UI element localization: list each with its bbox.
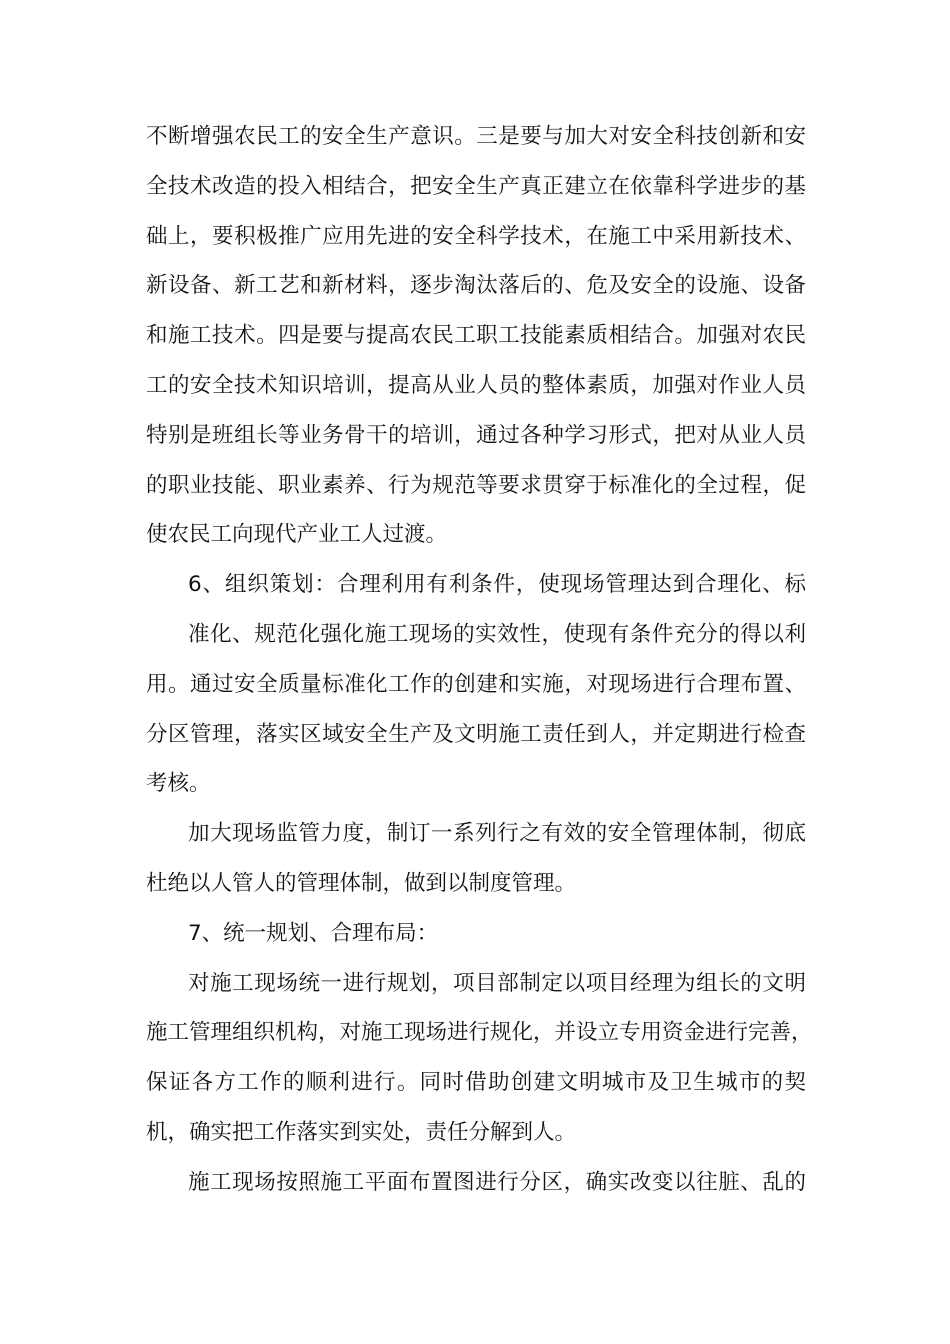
text-line: 特别是班组长等业务骨干的培训，通过各种学习形式，把对从业人员	[146, 422, 806, 448]
text-line: 用。通过安全质量标准化工作的创建和实施，对现场进行合理布置、	[146, 671, 806, 697]
section-heading-7: 7、统一规划、合理布局：	[188, 920, 439, 946]
text-line: 础上，要积极推广应用先进的安全科学技术，在施工中采用新技术、	[146, 223, 806, 249]
document-body	[146, 112, 813, 1208]
text-line: 加大现场监管力度，制订一系列行之有效的安全管理体制，彻底	[188, 821, 806, 847]
text-line: 全技术改造的投入相结合，把安全生产真正建立在依靠科学进步的基	[146, 173, 806, 199]
text-line: 杜绝以人管人的管理体制，做到以制度管理。	[146, 870, 577, 896]
text-line: 和施工技术。四是要与提高农民工职工技能素质相结合。加强对农民	[146, 323, 806, 349]
section-heading-6: 6、组织策划：合理利用有利条件，使现场管理达到合理化、标	[188, 572, 806, 598]
text-line: 保证各方工作的顺利进行。同时借助创建文明城市及卫生城市的契	[146, 1070, 806, 1096]
text-line: 的职业技能、职业素养、行为规范等要求贯穿于标准化的全过程，促	[146, 472, 806, 498]
text-line: 施工现场按照施工平面布置图进行分区，确实改变以往脏、乱的	[188, 1169, 806, 1195]
text-line: 准化、规范化强化施工现场的实效性，使现有条件充分的得以利	[188, 621, 806, 647]
text-line: 对施工现场统一进行规划，项目部制定以项目经理为组长的文明	[188, 970, 806, 996]
text-line: 考核。	[146, 771, 211, 797]
text-line: 新设备、新工艺和新材料，逐步淘汰落后的、危及安全的设施、设备	[146, 273, 806, 299]
text-line: 使农民工向现代产业工人过渡。	[146, 522, 448, 548]
text-line: 工的安全技术知识培训，提高从业人员的整体素质，加强对作业人员	[146, 372, 806, 398]
text-line: 不断增强农民工的安全生产意识。三是要与加大对安全科技创新和安	[146, 124, 806, 149]
text-line: 机，确实把工作落实到实处，责任分解到人。	[146, 1119, 577, 1145]
text-line: 施工管理组织机构，对施工现场进行规化，并设立专用资金进行完善，	[146, 1020, 813, 1046]
text-line: 分区管理，落实区域安全生产及文明施工责任到人，并定期进行检查	[146, 721, 806, 747]
